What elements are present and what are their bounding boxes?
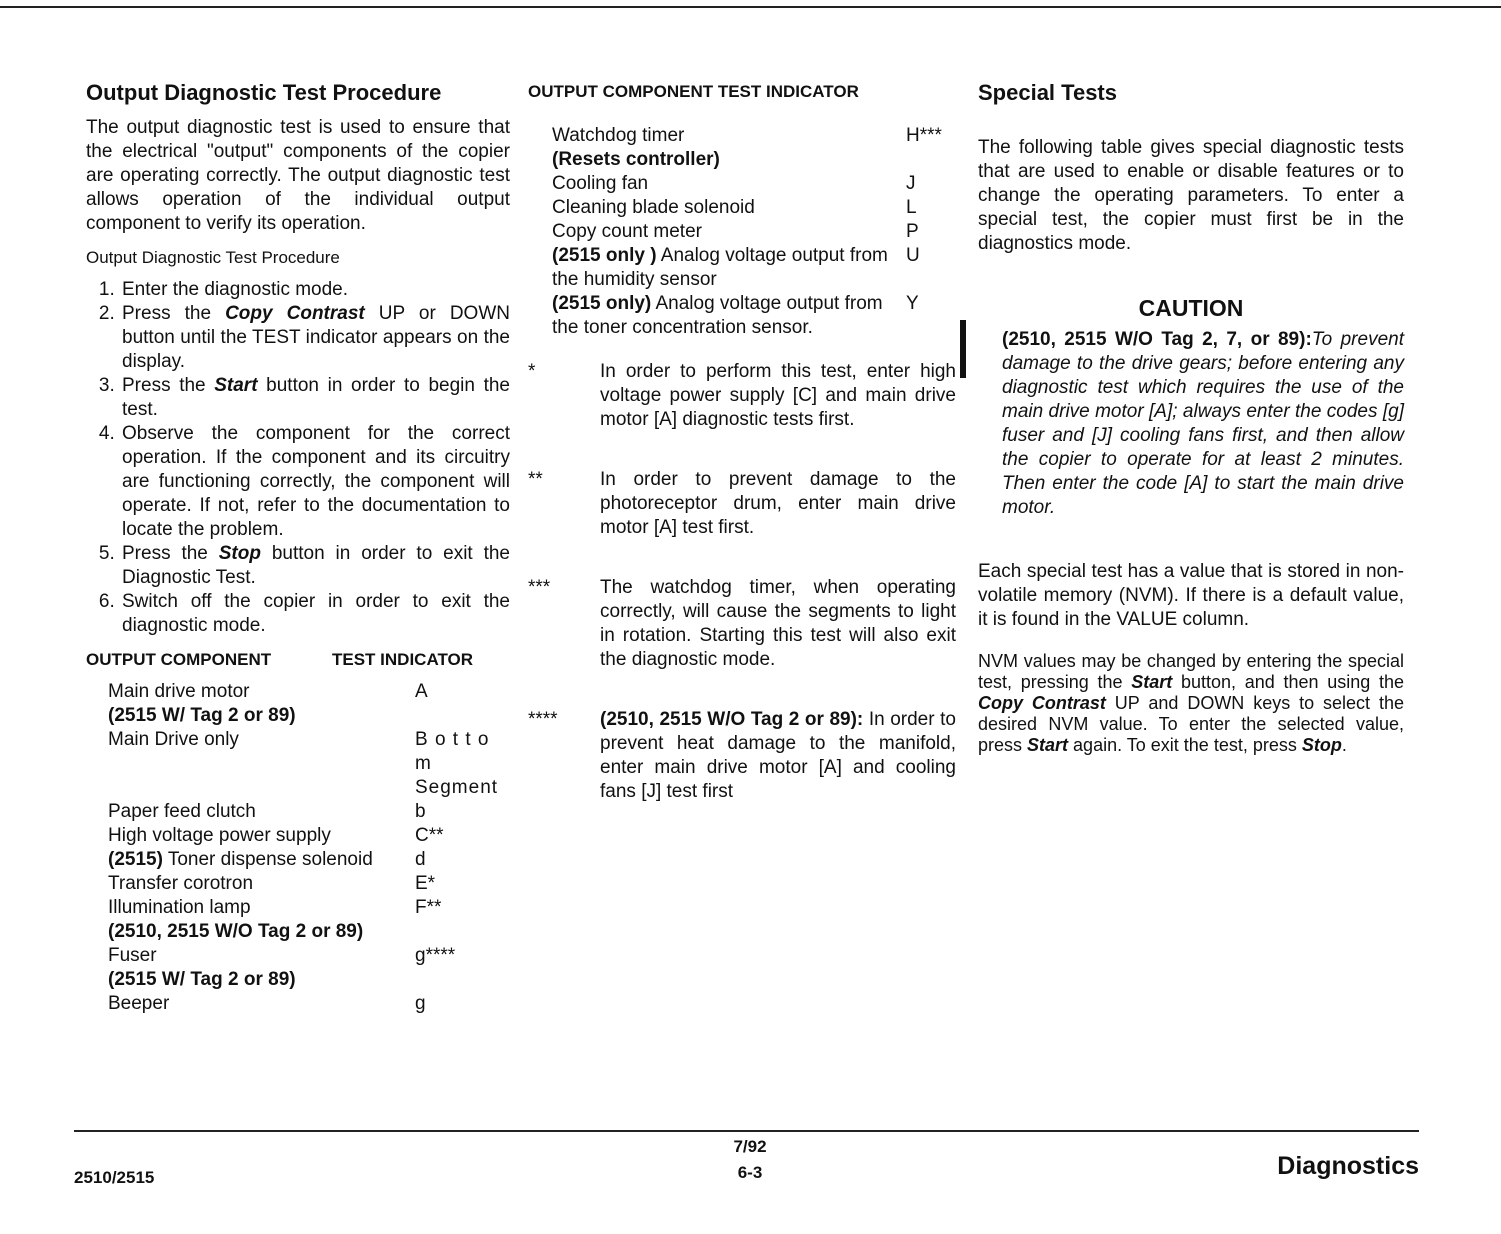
footnote-mark: ***	[528, 577, 551, 598]
footnote: * In order to perform this test, enter high voltage power supply [C] and main drive motor [A] diagnostic tests first.	[528, 361, 956, 430]
bottom-rule	[74, 1130, 1419, 1132]
procedure-steps	[86, 278, 510, 638]
model-number: 2510/2515	[74, 1168, 155, 1187]
procedure-subtitle: Output Diagnostic Test Procedure	[86, 248, 340, 267]
step-item: 4. Observe the component for the correct operation. If the component and its circuitry are functioning correctly, the component will operate. If not, refer to the documentation to locate the problem.	[120, 422, 510, 542]
top-rule	[0, 6, 1501, 8]
table-row: Main drive motor A	[108, 681, 428, 702]
table-row: (2515) Toner dispense solenoid d	[108, 849, 426, 870]
step-item: 5. Press the Stop button in order to exit the Diagnostic Test.	[120, 542, 510, 590]
special-tests-intro: The following table gives special diagnostic tests that are used to enable or disable features or to change the operating parameters. To enter a special test, the copier must first be in the diagnostics mode.	[978, 137, 1404, 254]
table-row: Beeper g	[108, 993, 426, 1014]
footnote-mark: *	[528, 361, 536, 382]
column-left	[86, 78, 510, 1016]
table-row: Cleaning blade solenoid L	[552, 197, 917, 218]
table-row: (Resets controller)	[552, 149, 720, 170]
table-row: Illumination lamp F**	[108, 897, 442, 918]
column-right	[978, 78, 1404, 774]
footnote-mark: **	[528, 469, 543, 490]
step-item: 3. Press the Start button in order to begin the test.	[120, 374, 510, 422]
caution-title: CAUTION	[1138, 295, 1244, 321]
change-bar	[960, 320, 966, 378]
table-row: Copy count meter P	[552, 221, 919, 242]
indicator-table	[552, 124, 942, 340]
table-row: Main Drive only B o t t o m Segment	[108, 729, 499, 798]
table-row: (2515 W/ Tag 2 or 89)	[108, 705, 296, 726]
nvm-change-paragraph: NVM values may be changed by entering the special test, pressing the Start button, and then using the Copy Contrast UP and DOWN keys to select the desired NVM value. To enter the selected value, press Start again. To exit the test, press Stop.	[978, 651, 1405, 755]
footnote: ** In order to prevent damage to the photoreceptor drum, enter main drive motor [A] test first.	[528, 469, 956, 538]
table-row: (2515 only ) Analog voltage output from the humidity sensor U	[552, 245, 920, 290]
component-table-header: OUTPUT COMPONENT TEST INDICATOR	[86, 650, 474, 669]
section-name: Diagnostics	[1277, 1152, 1419, 1180]
table-row: Fuser g****	[108, 945, 456, 966]
page-number: 6-3	[737, 1163, 763, 1182]
page-info	[700, 1134, 800, 1186]
section-title: Output Diagnostic Test Procedure	[86, 80, 442, 105]
nvm-paragraph: Each special test has a value that is stored in non-volatile memory (NVM). If there is a default value, it is found in the VALUE column.	[978, 561, 1404, 630]
footnote-mark: ****	[528, 709, 558, 730]
table-row: Cooling fan J	[552, 173, 916, 194]
column-middle	[528, 78, 958, 804]
component-table	[108, 680, 510, 1016]
caution-body: (2510, 2515 W/O Tag 2, 7, or 89):To prevent damage to the drive gears; before entering any diagnostic test which requires the use of the main drive motor [A]; always enter the codes [g] fuser and [J] cooling fans first, and then allow the copier to operate for at least 2 minutes. Then enter the code [A] to start the main drive motor.	[978, 328, 1404, 520]
special-tests-title: Special Tests	[978, 80, 1117, 105]
table-row: (2510, 2515 W/O Tag 2 or 89)	[108, 921, 364, 942]
intro-paragraph: The output diagnostic test is used to ensure that the electrical "output" components of the copier are operating correctly. The output diagnostic test allows operation of the individual output component to verify its operation.	[86, 117, 510, 234]
footnote: **** (2510, 2515 W/O Tag 2 or 89): In order to prevent heat damage to the manifold, enter main drive motor [A] and cooling fans [J] test first	[528, 709, 956, 802]
step-item: 1. Enter the diagnostic mode.	[120, 278, 510, 302]
table-row: High voltage power supply C**	[108, 825, 444, 846]
table-row: Paper feed clutch b	[108, 801, 426, 822]
table-row: Transfer corotron E*	[108, 873, 436, 894]
table-row: (2515 W/ Tag 2 or 89)	[108, 969, 296, 990]
revision-date: 7/92	[733, 1137, 767, 1156]
indicator-table-header: OUTPUT COMPONENT TEST INDICATOR	[528, 82, 859, 101]
step-item: 6. Switch off the copier in order to exit the diagnostic mode.	[120, 590, 510, 638]
footnote: *** The watchdog timer, when operating correctly, will cause the segments to light in rotation. Starting this test will also exit the diagnostic mode.	[528, 577, 956, 670]
step-item: 2. Press the Copy Contrast UP or DOWN button until the TEST indicator appears on the display.	[120, 302, 510, 374]
table-row: (2515 only) Analog voltage output from the toner concentration sensor. Y	[552, 293, 919, 338]
table-row: Watchdog timer H***	[552, 125, 942, 146]
